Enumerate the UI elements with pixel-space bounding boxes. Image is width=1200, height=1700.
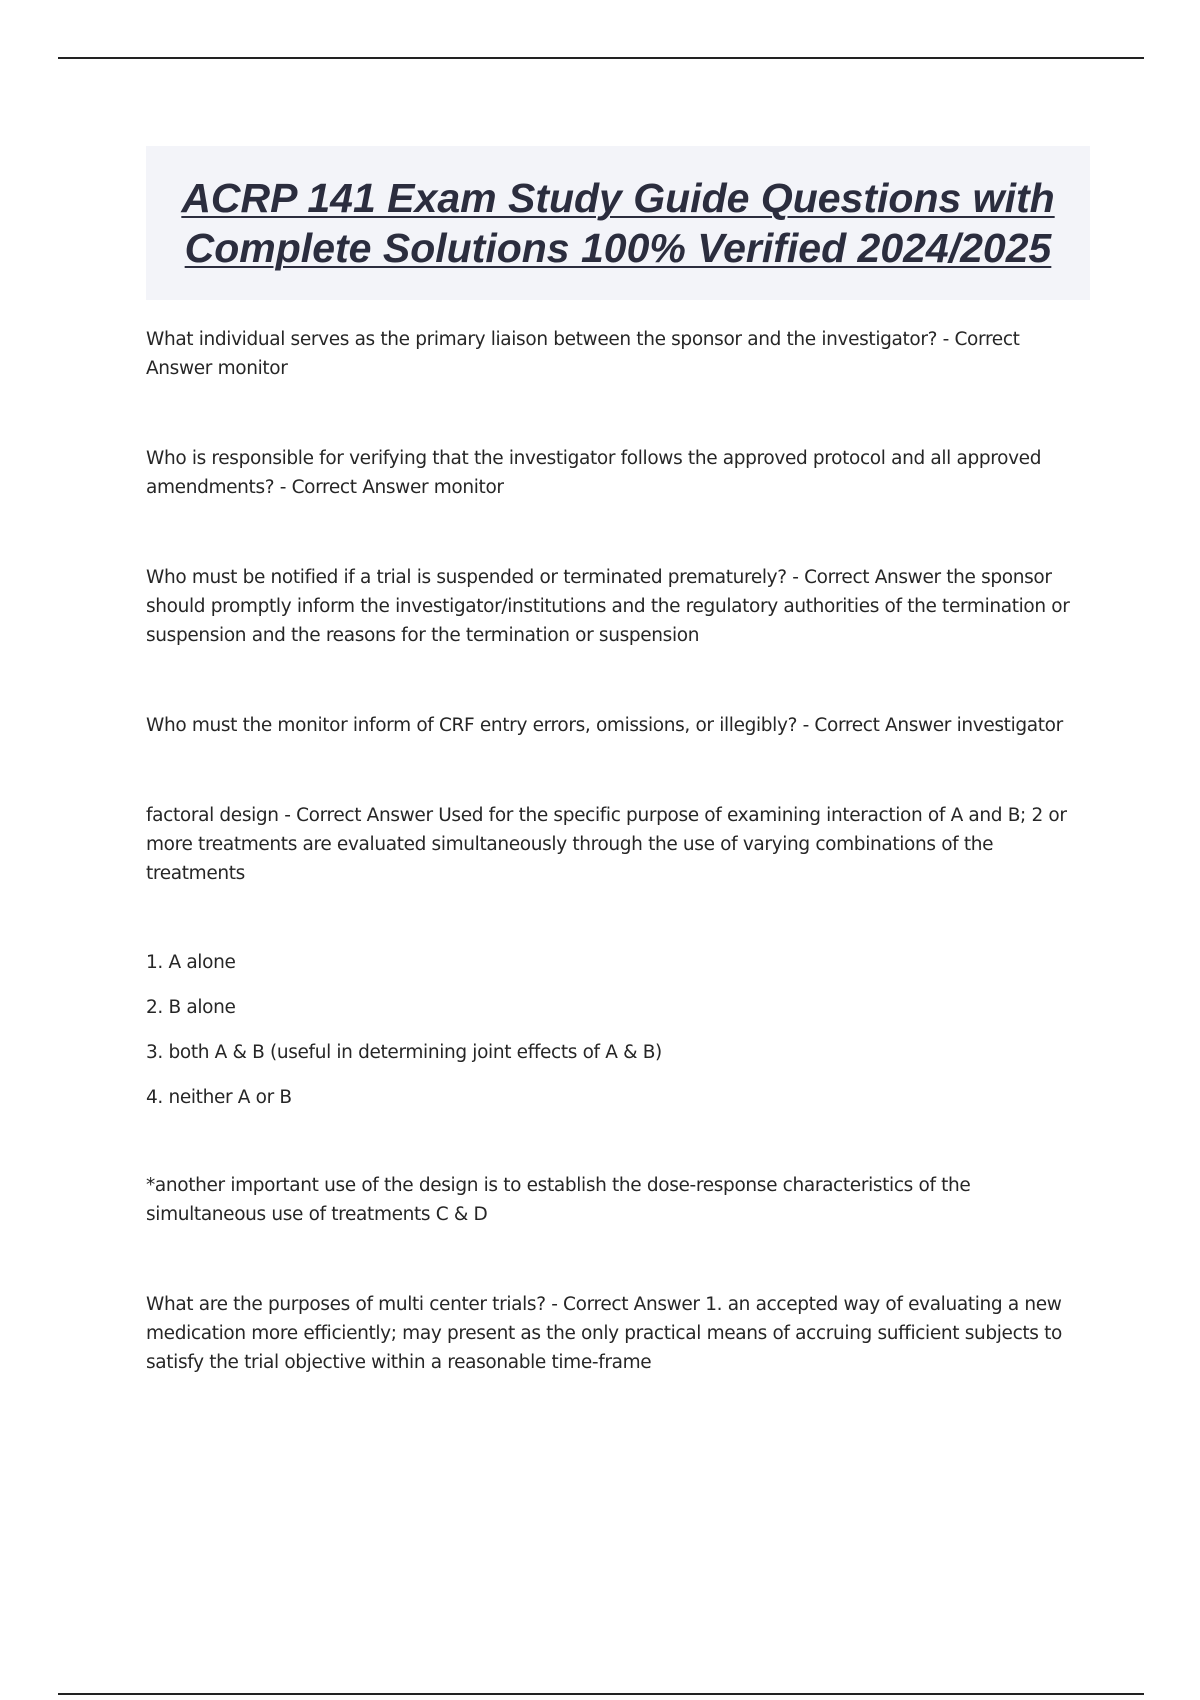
- qa-entry-protocol: Who is responsible for verifying that the investigator follows the approved protocol and all approved amendments? - Correct Answer monitor: [146, 448, 1042, 498]
- title-banner: [146, 146, 1090, 300]
- qa-entry-multicenter: What are the purposes of multi center trials? - Correct Answer 1. an accepted way of evaluating a new medication more efficiently; may present as the only practical means of accruing sufficient subjects to satisfy the trial objective within a reasonable time-frame: [146, 1294, 1062, 1373]
- qa-entry-liaison: What individual serves as the primary liaison between the sponsor and the investigator? - Correct Answer monitor: [146, 329, 1020, 379]
- document-body: [146, 325, 1090, 1377]
- design-note: *another important use of the design is to establish the dose-response characteristics of the simultaneous use of treatments C & D: [146, 1175, 971, 1225]
- list-item: 1. A alone: [146, 952, 236, 973]
- list-item: 3. both A & B (useful in determining joint effects of A & B): [146, 1042, 662, 1063]
- bottom-rule: [58, 1693, 1144, 1695]
- qa-entry-crf: Who must the monitor inform of CRF entry errors, omissions, or illegibly? - Correct Answer investigator: [146, 715, 1063, 736]
- top-rule: [58, 57, 1144, 59]
- qa-entry-suspension: Who must be notified if a trial is suspended or terminated prematurely? - Correct Answer the sponsor should promptly inform the investigator/institutions and the regulatory authorities of the termination or suspension and the reasons for the termination or suspension: [146, 567, 1070, 646]
- document-title: ACRP 141 Exam Study Guide Questions with Complete Solutions 100% Verified 2024/2025: [181, 175, 1055, 271]
- qa-entry-factoral-design: factoral design - Correct Answer Used for the specific purpose of examining interaction of A and B; 2 or more treatments are evaluated simultaneously through the use of varying combinations of the treatments: [146, 805, 1067, 884]
- list-item: 2. B alone: [146, 997, 236, 1018]
- list-item: 4. neither A or B: [146, 1087, 292, 1108]
